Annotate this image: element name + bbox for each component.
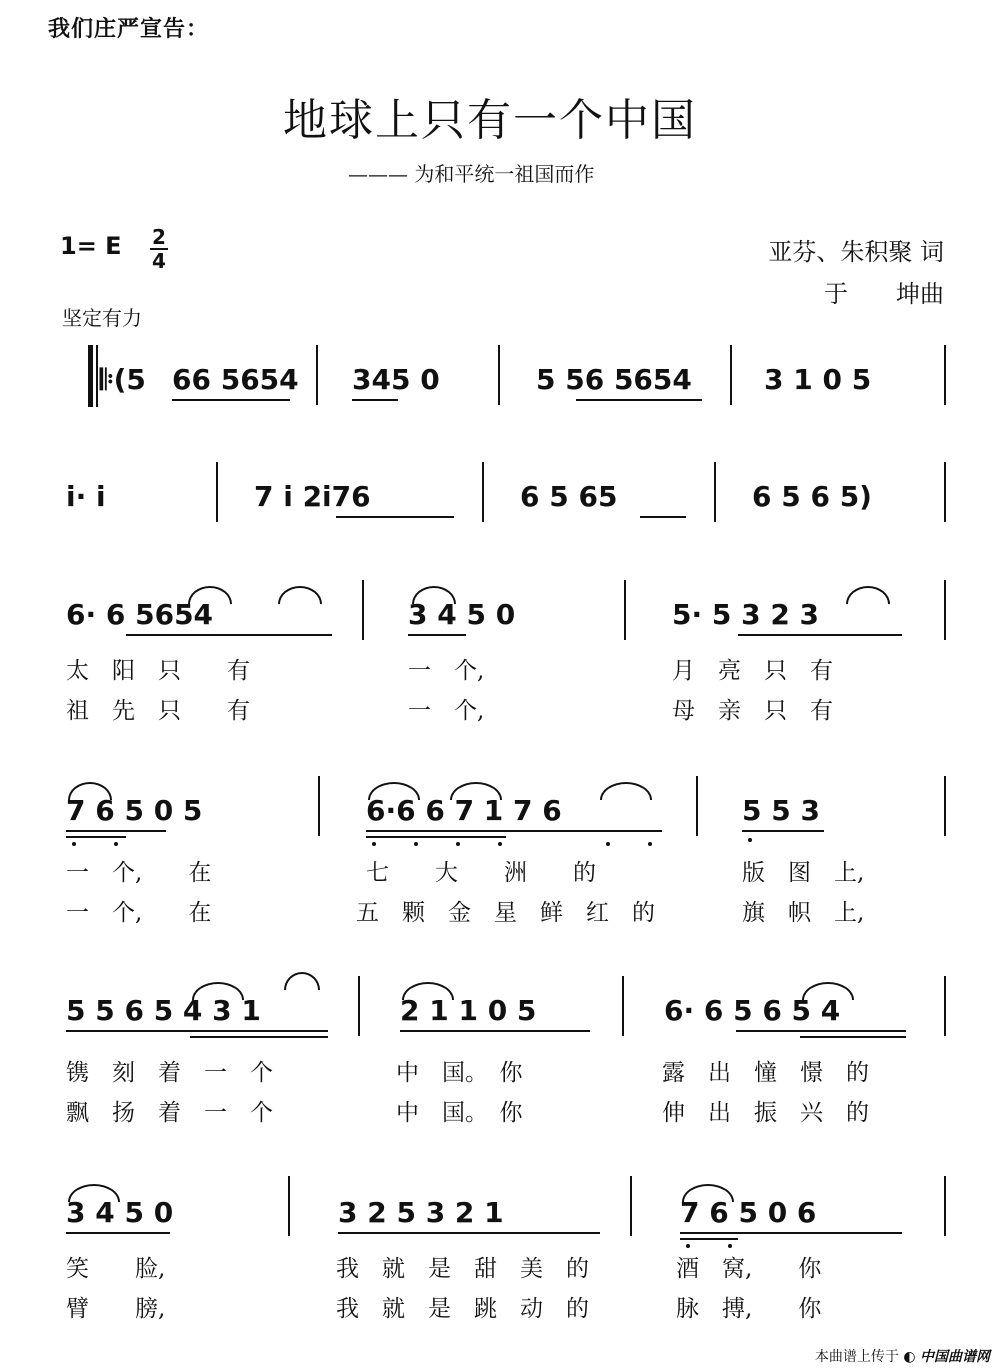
lyric-verse-2: 祖 先 只 有 (66, 698, 250, 724)
barline (944, 1176, 946, 1236)
beam-underline (640, 516, 686, 518)
note-group: 6· 6 5654 (66, 598, 214, 631)
note-group: 5 56 5654 (536, 363, 692, 396)
low-octave-dot (498, 842, 502, 846)
upload-footer (815, 1346, 990, 1366)
score-line-1 (0, 345, 1000, 405)
beam-underline (66, 830, 166, 832)
lyric-verse-2: 中 国。 你 (396, 1100, 523, 1126)
note-group: 6·6 6 7 1 7 6 (366, 794, 562, 827)
composer-credit: 于 坤曲 (824, 280, 944, 308)
beam-underline (352, 399, 398, 401)
beam-underline (738, 634, 902, 636)
barline (216, 462, 218, 522)
lyricist-credit: 亚芬、朱积聚 词 (768, 238, 944, 266)
time-signature-bottom: 4 (152, 249, 166, 273)
lyric-verse-2: 五 颗 金 星 鲜 红 的 (356, 900, 655, 926)
slur (188, 586, 232, 604)
note-group: 3 2 5 3 2 1 (338, 1196, 504, 1229)
slur (682, 1184, 734, 1202)
slur (368, 782, 420, 800)
lyric-verse-1: 一 个, (408, 658, 485, 684)
low-octave-dot (686, 1244, 690, 1248)
score-line-5 (0, 972, 1000, 1132)
beam-underline (680, 1232, 902, 1234)
lyric-verse-2: 伸 出 振 兴 的 (662, 1100, 869, 1126)
slur (450, 782, 502, 800)
low-octave-dot (606, 842, 610, 846)
lyric-verse-1: 中 国。 你 (396, 1060, 523, 1086)
barline (630, 1176, 632, 1236)
beam-underline (736, 1030, 906, 1032)
lyric-verse-1: 月 亮 只 有 (672, 658, 833, 684)
note-group: 345 0 (352, 363, 440, 396)
lyric-verse-1: 一 个, 在 (66, 860, 212, 886)
declaration-note: 我们庄严宣告： (48, 17, 210, 42)
beam-underline (742, 830, 824, 832)
barline (730, 345, 732, 405)
beam-underline (66, 1232, 170, 1234)
barline (318, 776, 320, 836)
beam-underline (576, 399, 702, 401)
note-group: 5 5 6 5 4 3 1 (66, 994, 261, 1027)
note-group: 6 5 6 5) (752, 480, 872, 513)
lyric-verse-1: 笑 脸, (66, 1256, 166, 1282)
barline (482, 462, 484, 522)
barline (362, 580, 364, 640)
lyric-verse-1: 版 图 上, (742, 860, 865, 886)
lyric-verse-2: 母 亲 只 有 (672, 698, 833, 724)
low-octave-dot (456, 842, 460, 846)
beam-underline (800, 1036, 906, 1038)
song-title: 地球上只有一个中国 (283, 95, 697, 146)
note-group: 7 6 5 0 5 (66, 794, 203, 827)
barline (944, 776, 946, 836)
beam-underline (366, 836, 506, 838)
low-octave-dot (72, 842, 76, 846)
time-signature (148, 226, 170, 272)
barline (358, 976, 360, 1036)
barline (288, 1176, 290, 1236)
repeat-barline (88, 345, 93, 407)
slur (802, 982, 854, 1000)
barline (624, 580, 626, 640)
lyric-verse-1: 七 大 洲 的 (366, 860, 596, 886)
lyric-verse-2: 一 个, 在 (66, 900, 212, 926)
lyric-verse-2: 一 个, (408, 698, 485, 724)
note-group: 3 1 0 5 (764, 363, 872, 396)
beam-underline (190, 1036, 328, 1038)
low-octave-dot (372, 842, 376, 846)
tempo-marking: 坚定有力 (62, 306, 142, 330)
lyric-verse-2: 旗 帜 上, (742, 900, 865, 926)
barline (944, 976, 946, 1036)
note-group: 5· 5 3 2 3 (672, 598, 820, 631)
time-signature-top: 2 (152, 225, 166, 249)
note-group: 3 4 5 0 (66, 1196, 174, 1229)
note-group: 6· 6 5 6 5 4 (664, 994, 841, 1027)
low-octave-dot (648, 842, 652, 846)
barline (96, 345, 98, 407)
slur (402, 982, 454, 1000)
barline (714, 462, 716, 522)
beam-underline (66, 1030, 328, 1032)
slur (284, 972, 320, 990)
lyric-verse-2: 飘 扬 着 一 个 (66, 1100, 273, 1126)
beam-underline (336, 516, 454, 518)
beam-underline (408, 634, 466, 636)
note-group: 5 5 3 (742, 794, 820, 827)
score-line-2 (0, 462, 1000, 524)
barline (944, 345, 946, 405)
lyric-verse-1: 酒 窝, 你 (676, 1256, 822, 1282)
beam-underline (338, 1232, 600, 1234)
barline (944, 462, 946, 522)
note-group: 7 i 2i76 (254, 480, 371, 513)
key-signature: 1= E (60, 232, 122, 260)
beam-underline (126, 634, 332, 636)
low-octave-dot (728, 1244, 732, 1248)
score-line-6 (0, 1172, 1000, 1332)
lyric-verse-1: 露 出 憧 憬 的 (662, 1060, 869, 1086)
note-group: 3 4 5 0 (408, 598, 516, 631)
low-octave-dot (414, 842, 418, 846)
beam-underline (172, 399, 290, 401)
beam-underline (66, 836, 126, 838)
song-subtitle: ——— 为和平统一祖国而作 (348, 162, 595, 186)
site-name: 中国曲谱网 (920, 1349, 990, 1365)
note-group: 6 5 65 (520, 480, 618, 513)
score-line-4 (0, 772, 1000, 932)
beam-underline (680, 1238, 738, 1240)
slur (600, 782, 652, 800)
barline (944, 580, 946, 640)
barline (316, 345, 318, 405)
slur (278, 586, 322, 604)
lyric-verse-1: 太 阳 只 有 (66, 658, 250, 684)
lyric-verse-2: 我 就 是 跳 动 的 (336, 1296, 589, 1322)
slur (412, 586, 456, 604)
barline (696, 776, 698, 836)
low-octave-dot (114, 842, 118, 846)
note-group: 2 1 1 0 5 (400, 994, 537, 1027)
note-group: 66 5654 (172, 363, 299, 396)
site-logo-icon: ◐ (903, 1349, 916, 1365)
note-group: 7 6 5 0 6 (680, 1196, 817, 1229)
slur (192, 982, 244, 1000)
lyric-verse-1: 我 就 是 甜 美 的 (336, 1256, 589, 1282)
barline (498, 345, 500, 405)
beam-underline (400, 1030, 590, 1032)
barline (622, 976, 624, 1036)
note-group: 𝄆(5 (100, 363, 146, 396)
lyric-verse-2: 脉 搏, 你 (676, 1296, 822, 1322)
slur (68, 1184, 120, 1202)
lyric-verse-2: 臂 膀, (66, 1296, 166, 1322)
note-group: i· i (66, 480, 106, 513)
beam-underline (366, 830, 662, 832)
slur (846, 586, 890, 604)
slur (68, 782, 112, 800)
low-octave-dot (748, 838, 752, 842)
footer-text: 本曲谱上传于 (814, 1349, 899, 1365)
score-line-3 (0, 576, 1000, 726)
lyric-verse-1: 镌 刻 着 一 个 (66, 1060, 273, 1086)
